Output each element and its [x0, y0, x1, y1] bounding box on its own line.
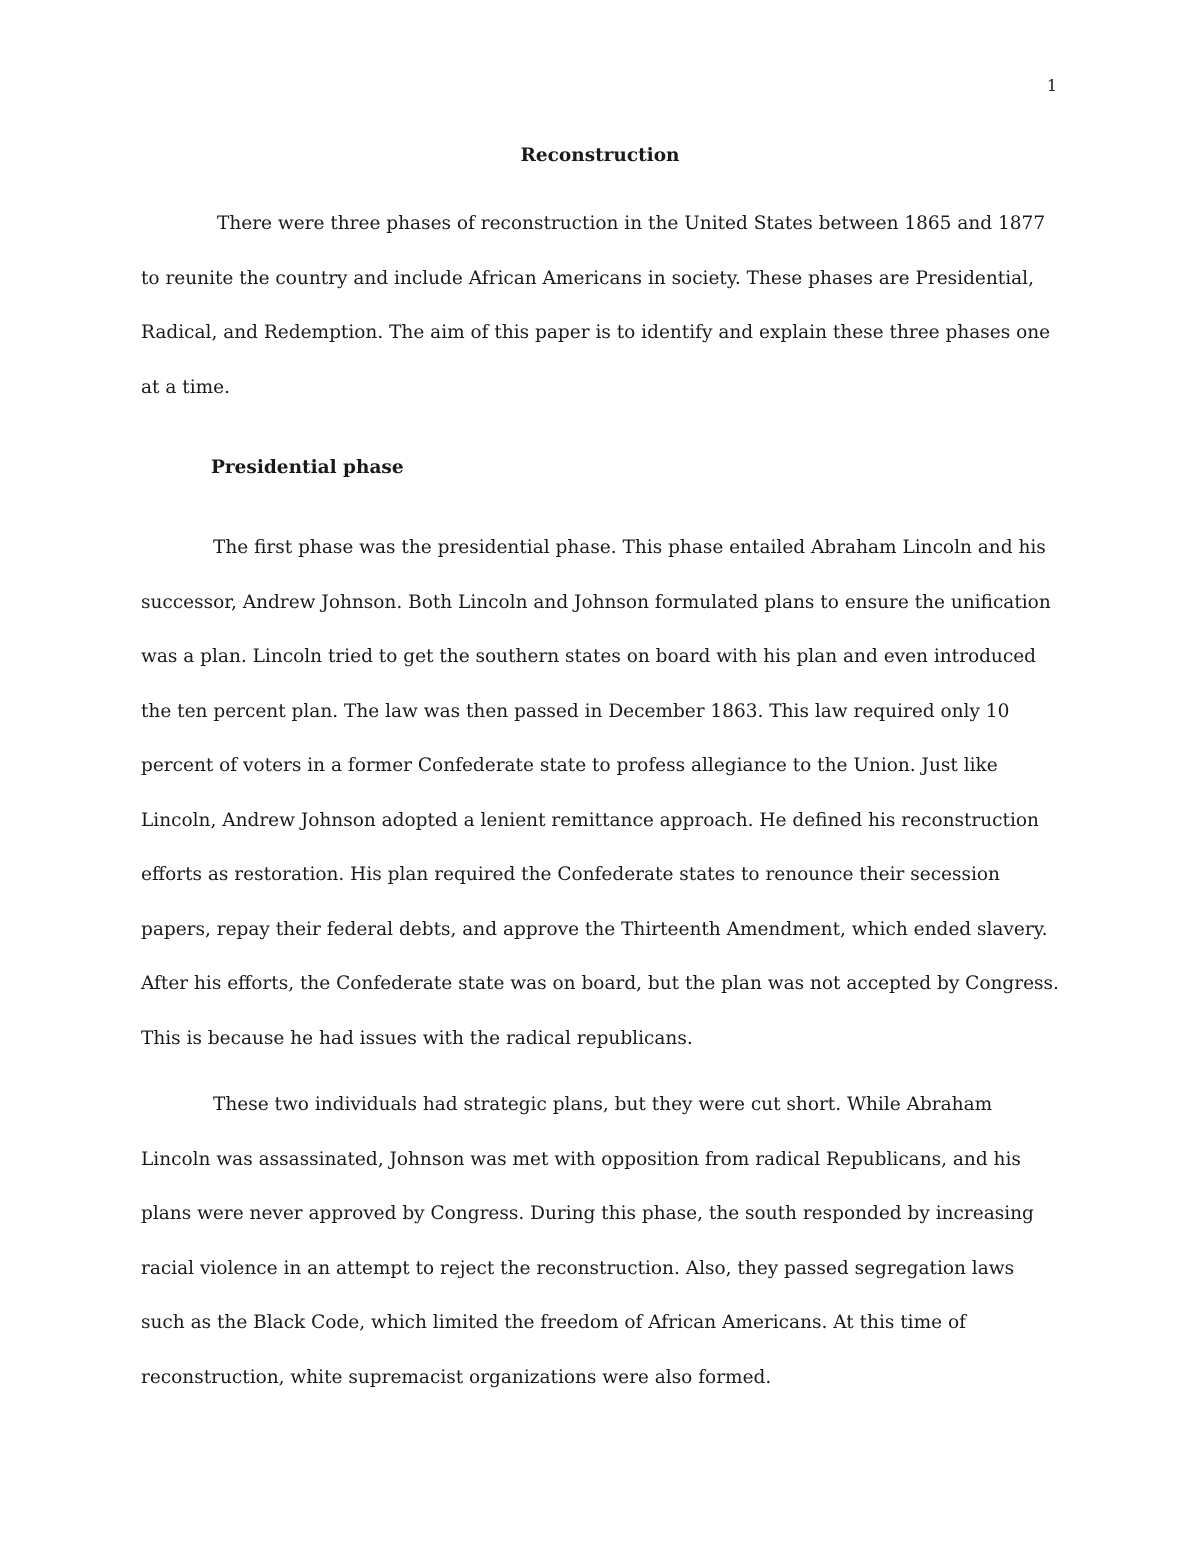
- body-paragraph-1: The first phase was the presidential phase. This phase entailed Abraham Lincoln and his successor, Andrew Johnson. Both Lincoln and Johnson formulated plans to ensure the unification was a plan. Lincoln tried to get the southern states on board with his plan and even introduced the ten percent plan. The law was then passed in December 1863. This law required only 10 percent of voters in a former Confederate state to profess allegiance to the Union. Just like Lincoln, Andrew Johnson adopted a lenient remittance approach. He defined his reconstruction efforts as restoration. His plan required the Confederate states to renounce their secession papers, repay their federal debts, and approve the Thirteenth Amendment, which ended slavery. After his efforts, the Confederate state was on board, but the plan was not accepted by Congress. This is because he had issues with the radical republicans.: [141, 537, 1059, 1049]
- body-paragraph-2: These two individuals had strategic plans, but they were cut short. While Abraham Lincoln was assassinated, Johnson was met with opposition from radical Republicans, and his plans were never approved by Congress. During this phase, the south responded by increasing racial violence in an attempt to reject the reconstruction. Also, they passed segregation laws such as the Black Code, which limited the freedom of African Americans. At this time of reconstruction, white supremacist organizations were also formed.: [141, 1094, 1034, 1388]
- document-body: [141, 143, 1059, 1405]
- document-title: Reconstruction: [520, 145, 680, 166]
- page-number: 1: [1046, 76, 1057, 95]
- section-heading: Presidential phase: [211, 457, 404, 478]
- intro-paragraph: There were three phases of reconstruction in the United States between 1865 and 1877 to reunite the country and include African Americans in society. These phases are Presidential, Radical, and Redemption. The aim of this paper is to identify and explain these three phases one at a time.: [141, 213, 1051, 398]
